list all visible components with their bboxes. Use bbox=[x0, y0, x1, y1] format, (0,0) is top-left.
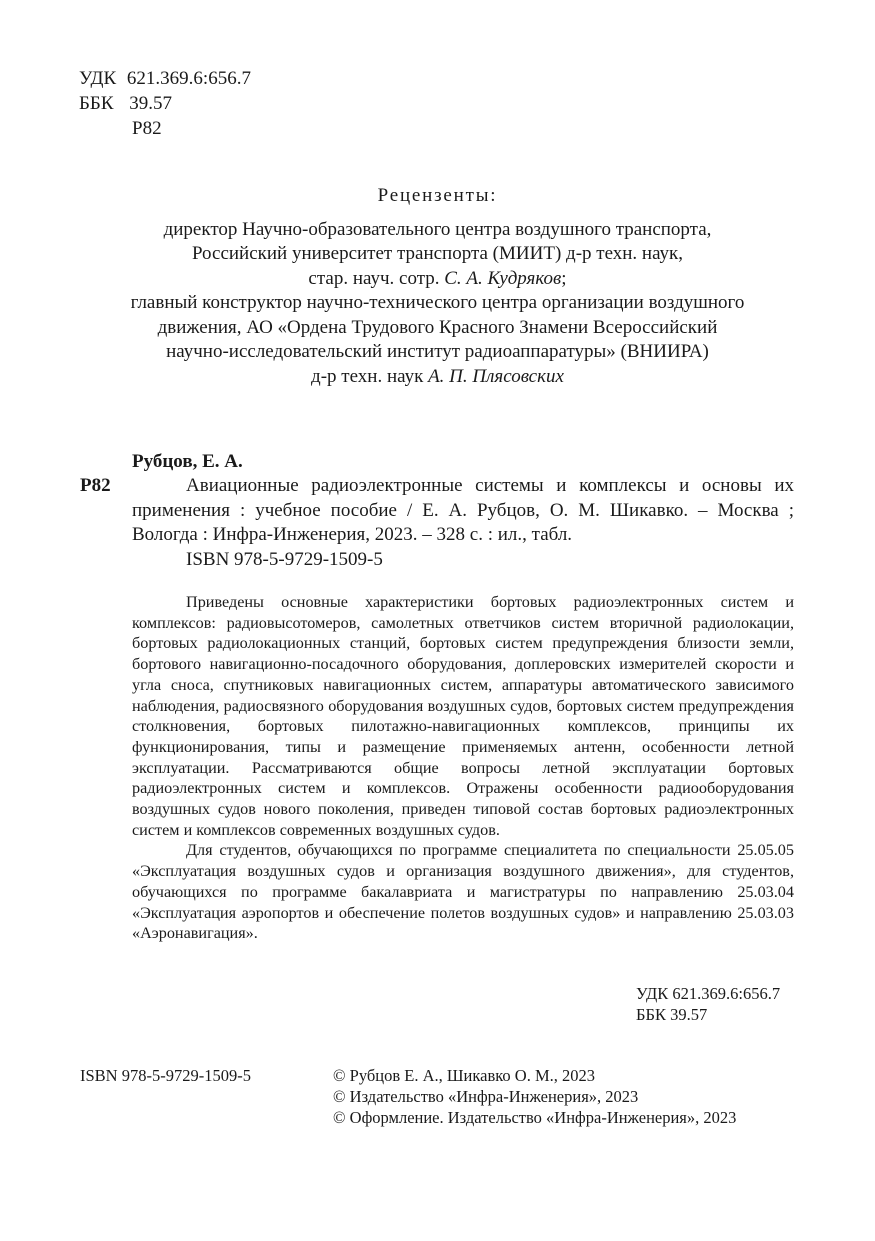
reviewers-heading: Рецензенты: bbox=[377, 185, 498, 206]
udk-value: 621.369.6:656.7 bbox=[126, 68, 251, 89]
card-title-line-1: Авиационные радиоэлектронные системы и комплексы и основы их bbox=[186, 475, 794, 496]
udk-label: УДК bbox=[79, 68, 117, 89]
reviewers-block bbox=[60, 184, 815, 389]
index-udk: УДК 621.369.6:656.7 bbox=[636, 984, 781, 1003]
bbk-value: 39.57 bbox=[129, 93, 172, 114]
reviewer-line-7 bbox=[60, 365, 815, 390]
reviewer-name-2: А. П. Плясовских bbox=[428, 365, 564, 387]
footer-isbn: ISBN 978-5-9729-1509-5 bbox=[80, 1066, 251, 1085]
card-title-line-3: Вологда : Инфра-Инженерия, 2023. – 328 с. : ил., табл. bbox=[132, 524, 573, 545]
reviewer-line-3 bbox=[60, 267, 815, 292]
reviewer-line-2: Российский университет транспорта (МИИТ) д-р техн. наук, bbox=[191, 243, 684, 264]
reviewer-line-6: научно-исследовательский институт радиоаппаратуры» (ВНИИРА) bbox=[166, 341, 709, 362]
reviewer-title-1: стар. науч. сотр. bbox=[308, 267, 440, 289]
reviewer-line-4: главный конструктор научно-технического центра организации воздушного bbox=[130, 292, 745, 313]
reviewer-line-3-end: ; bbox=[561, 267, 567, 289]
copyright-3: © Оформление. Издательство «Инфра-Инженерия», 2023 bbox=[333, 1108, 737, 1127]
reviewer-line-5: движения, АО «Ордена Трудового Красного Знамени Всероссийский bbox=[157, 316, 718, 338]
reviewer-name-1: С. А. Кудряков bbox=[444, 267, 562, 289]
reviewer-line-1: директор Научно-образовательного центра воздушного транспорта, bbox=[163, 218, 712, 240]
author-sign-top: Р82 bbox=[132, 118, 162, 139]
card-title-line-2: применения : учебное пособие / Е. А. Рубцов, О. М. Шикавко. – Москва ; bbox=[132, 499, 794, 521]
card-title bbox=[132, 474, 794, 572]
card-isbn: ISBN 978-5-9729-1509-5 bbox=[186, 548, 383, 570]
card-author: Рубцов, Е. А. bbox=[132, 451, 243, 472]
copyright-2: © Издательство «Инфра-Инженерия», 2023 bbox=[333, 1087, 639, 1106]
card-sign: Р82 bbox=[80, 475, 111, 496]
copyright-1: © Рубцов Е. А., Шикавко О. М., 2023 bbox=[333, 1066, 596, 1085]
bbk-label: ББК bbox=[79, 93, 114, 114]
abstract-paragraph-1: Приведены основные характеристики бортовых радиоэлектронных систем и комплексов: радиовысотомеров, самолетных ответчиков систем вторичной радиолокации, бортовых радиолокационных станций, бортовых систем предупреждения близости земли, бортового навигационно-посадочного оборудования, доплеровских измерителей скорости и угла сноса, спутниковых навигационных систем, аппаратуры автоматического зависимого наблюдения, радиосвязного оборудования воздушных судов, бортовых систем предупреждения столкновения, бортовых пилотажно-навигационных комплексов, принципы их функционирования, типы и размещение применяемых антенн, особенности летной эксплуатации. Рассматриваются общие вопросы летной эксплуатации бортовых радиоэлектронных систем и комплексов. Отражены особенности радиооборудования воздушных судов нового поколения, приведен типовой состав бортовых радиоэлектронных систем и комплексов современных воздушных судов. bbox=[132, 593, 794, 839]
index-bbk: ББК 39.57 bbox=[636, 1005, 708, 1024]
bbk-line bbox=[79, 91, 172, 116]
udk-line bbox=[79, 66, 251, 91]
abstract bbox=[132, 592, 794, 944]
abstract-paragraph-2: Для студентов, обучающихся по программе специалитета по специальности 25.05.05 «Эксплуатация воздушных судов и организация воздушного движения», для студентов, обучающихся по программе бакалавриата и магистратуры по направлению 25.03.04 «Эксплуатация аэропортов и обеспечение полетов воздушных судов» и направлению 25.03.03 «Аэронавигация». bbox=[132, 841, 794, 943]
reviewer-title-2: д-р техн. наук bbox=[311, 365, 424, 387]
